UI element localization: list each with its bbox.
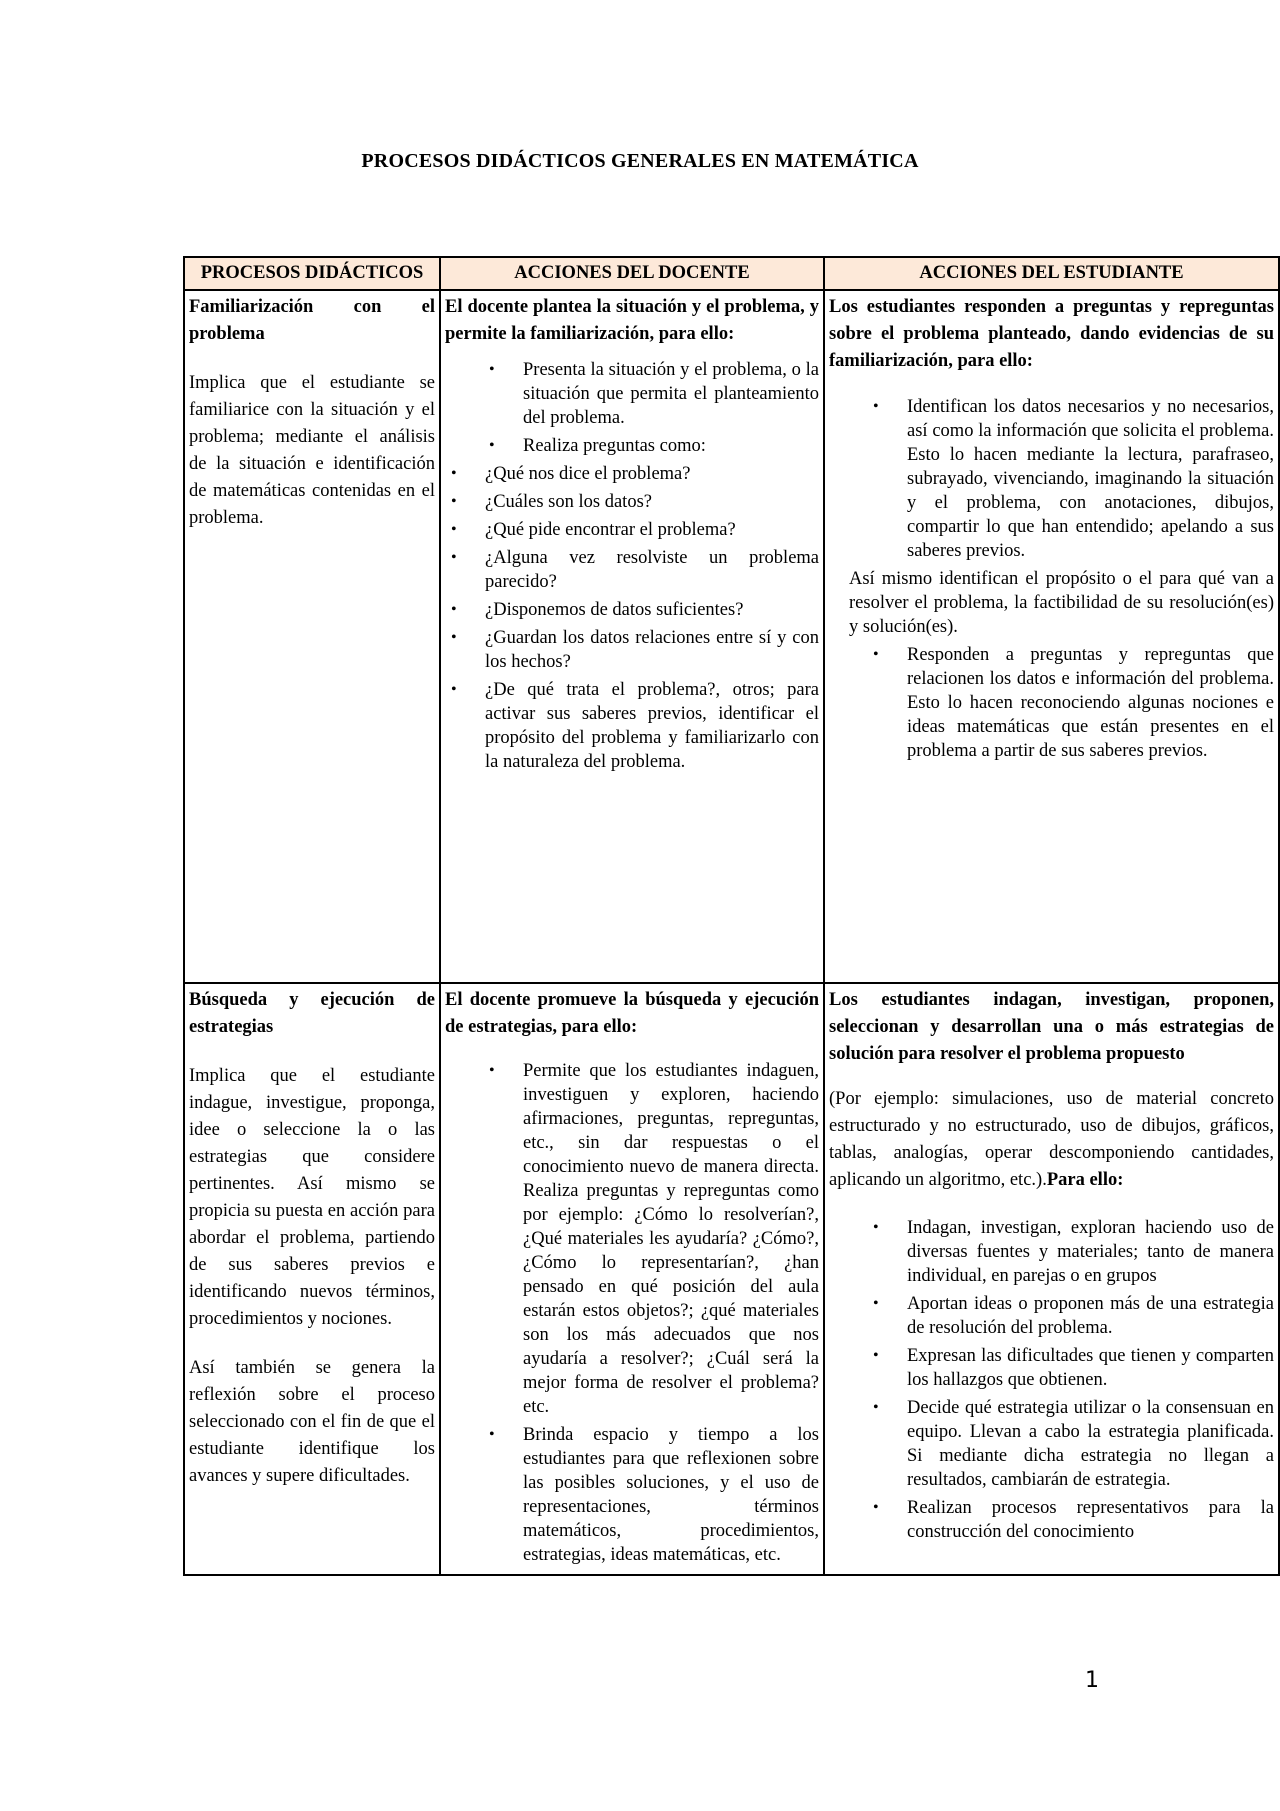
header-procesos: PROCESOS DIDÁCTICOS [184,257,440,290]
student-intro-1: Los estudiantes responden a preguntas y repreguntas sobre el problema planteado, dando evidencias de su familiarización, para ello: [829,297,1274,371]
bullet-icon: • [451,493,457,510]
page-number: 1 [1085,1668,1099,1693]
list-item: • Aportan ideas o proponen más de una estrategia de resolución del problema. [873,1294,1274,1338]
table-row-busqueda [184,983,1279,1575]
table-header-row [184,257,1279,290]
cell-process-1 [184,290,440,983]
list-item: • Realiza preguntas como: [489,436,706,456]
list-item: • ¿Disponemos de datos suficientes? [451,600,744,620]
process-desc-2a: Implica que el estudiante indague, investigue, proponga, idee o seleccione la o las estrategias que considere pertinentes. Así mismo se propicia su puesta en acción para abordar el problema, partiendo de sus saberes previos e identificando nuevos términos, procedimientos y nociones. [189,1066,435,1329]
teacher-list-2 [445,1059,819,1567]
student-example-2: (Por ejemplo: simulaciones, uso de material concreto estructurado y no estructurado, uso de dibujos, gráficos, tablas, analogías, operar descomponiendo cantidades, aplicando un algoritmo, etc.).Para ello: [829,1089,1274,1190]
bullet-icon: • [489,361,495,378]
table-row-familiarizacion [184,290,1279,983]
bullet-icon: • [451,465,457,482]
processes-table [183,256,1280,1576]
list-item: • Presenta la situación y el problema, o la situación que permita el planteamiento del problema. [489,360,819,428]
bullet-icon: • [451,681,457,698]
bullet-icon: • [451,549,457,566]
cell-teacher-2 [440,983,824,1575]
bullet-icon: • [873,1295,879,1312]
cell-student-2 [824,983,1279,1575]
list-item: • ¿Guardan los datos relaciones entre sí y con los hechos? [451,628,819,672]
bullet-icon: • [873,646,879,663]
bullet-icon: • [873,1347,879,1364]
list-item: • Realizan procesos representativos para la construcción del conocimiento [873,1498,1274,1542]
bullet-icon: • [451,601,457,618]
cell-process-2 [184,983,440,1575]
process-title-2: Búsqueda y ejecución de estrategias [189,990,435,1037]
header-estudiante: ACCIONES DEL ESTUDIANTE [824,257,1279,290]
list-item: • Permite que los estudiantes indaguen, investiguen y exploren, haciendo afirmaciones, preguntas, repreguntas, etc., sin dar respuestas o el conocimiento nuevo de manera directa. Realiza preguntas y repreguntas como por ejemplo: ¿Cómo lo resolverían?, ¿Qué materiales les ayudaría? ¿Cómo?, ¿Cómo lo representarían?, ¿han pensado en qué posición del aula estarán estos objetos?; ¿qué materiales son los más adecuados que nos ayudaría a resolver?; ¿Cuál será la mejor forma de resolver el problema? etc. [489,1061,819,1417]
process-title-1: Familiarización con el problema [189,297,435,344]
student-list-1a [829,395,1274,563]
teacher-intro-1: El docente plantea la situación y el problema, y permite la familiarización, para ello: [445,297,819,344]
list-item: • ¿De qué trata el problema?, otros; para activar sus saberes previos, identificar el propósito del problema y familiarizarlo con la naturaleza del problema. [451,680,819,772]
student-mid-1: Así mismo identifican el propósito o el para qué van a resolver el problema, la factibilidad de su resolución(es) y solución(es). [849,569,1274,637]
list-item: • ¿Qué pide encontrar el problema? [451,520,736,540]
bullet-icon: • [873,1399,879,1416]
list-item: • Indagan, investigan, exploran haciendo uso de diversas fuentes y materiales; tanto de manera individual, en parejas o en grupos [873,1218,1274,1286]
bullet-icon: • [489,1062,495,1079]
bullet-icon: • [451,521,457,538]
cell-teacher-1 [440,290,824,983]
bullet-icon: • [451,629,457,646]
process-desc-1: Implica que el estudiante se familiarice con la situación y el problema; mediante el análisis de la situación e identificación de matemáticas contenidas en el problema. [189,373,435,528]
bullet-icon: • [489,1426,495,1443]
teacher-list-1 [445,358,819,458]
teacher-questions-1 [445,462,819,774]
list-item: • Identifican los datos necesarios y no necesarios, así como la información que solicita el problema. Esto lo hacen mediante la lectura, parafraseo, subrayado, vivenciando, imaginando la situación y el problema, con anotaciones, dibujos, compartir lo que han entendido; apelando a sus saberes previos. [873,397,1274,561]
page-title: PROCESOS DIDÁCTICOS GENERALES EN MATEMÁTICA [361,150,919,172]
student-list-2 [829,1216,1274,1544]
student-intro-2: Los estudiantes indagan, investigan, proponen, seleccionan y desarrollan una o más estrategias de solución para resolver el problema propuesto [829,990,1274,1064]
list-item: • Responden a preguntas y repreguntas que relacionen los datos e información del problema. Esto lo hacen reconociendo algunas nociones e ideas matemáticas que están presentes en el problema a partir de sus saberes previos. [873,645,1274,761]
student-list-1b [829,643,1274,763]
bullet-icon: • [873,1219,879,1236]
cell-student-1 [824,290,1279,983]
list-item: • ¿Cuáles son los datos? [451,492,652,512]
bullet-icon: • [873,1499,879,1516]
header-docente: ACCIONES DEL DOCENTE [440,257,824,290]
list-item: • Brinda espacio y tiempo a los estudiantes para que reflexionen sobre las posibles soluciones, y el uso de representaciones, términos matemáticos, procedimientos, estrategias, ideas matemáticas, etc. [489,1425,819,1565]
process-desc-2b: Así también se genera la reflexión sobre el proceso seleccionado con el fin de que el estudiante identifique los avances y supere dificultades. [189,1358,435,1486]
bullet-icon: • [489,437,495,454]
teacher-intro-2: El docente promueve la búsqueda y ejecución de estrategias, para ello: [445,990,819,1037]
list-item: • ¿Alguna vez resolviste un problema parecido? [451,548,819,592]
bullet-icon: • [873,398,879,415]
list-item: • Decide qué estrategia utilizar o la consensuan en equipo. Llevan a cabo la estrategia planificada. Si mediante dicha estrategia no llegan a resultados, cambiarán de estrategia. [873,1398,1274,1490]
list-item: • Expresan las dificultades que tienen y comparten los hallazgos que obtienen. [873,1346,1274,1390]
list-item: • ¿Qué nos dice el problema? [451,464,691,484]
